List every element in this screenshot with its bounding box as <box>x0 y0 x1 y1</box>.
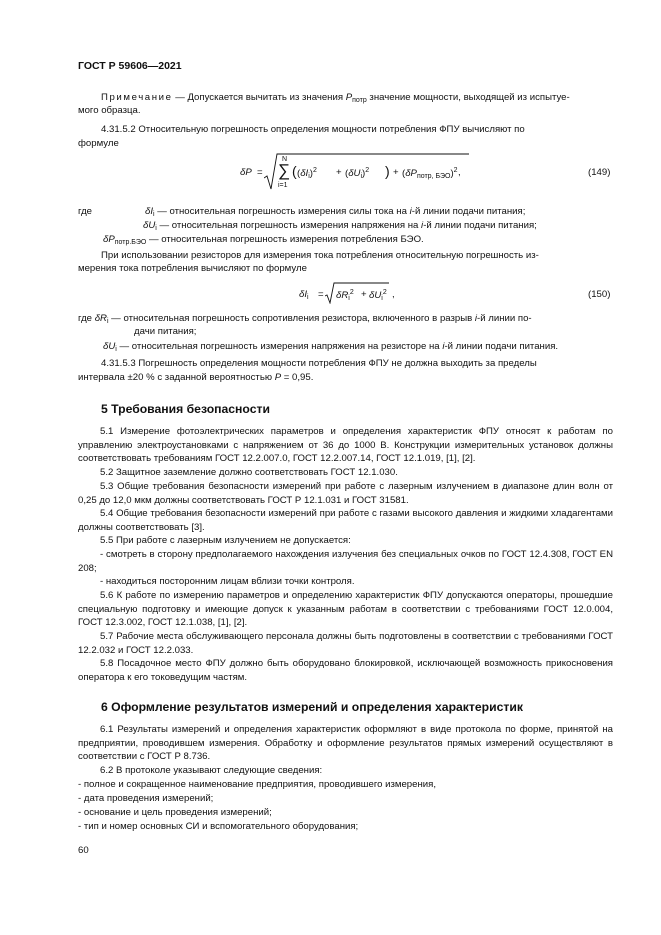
para-5-1: 5.1 Измерение фотоэлектрических параметров и определения характеристик ФПУ относят к работам по управлению электроустановками с напряжением от 36 до 1000 В. Конструкции измерительных установок должны соответствовать требованиям ГОСТ 12.2.007.0, ГОСТ 12.2.007.14, ГОСТ 12.1.019, [1], [2]. <box>78 426 613 465</box>
where1-current: $\delta I_i$ — относительная погрешность измерения силы тока на i-й линии подачи питания; <box>145 206 526 218</box>
para-resistor-line-1: При использовании резисторов для измерения тока потребления относительную погрешность из- <box>101 250 539 261</box>
para-5-8: 5.8 Посадочное место ФПУ должно быть оборудовано блокировкой, исключающей возможность прикосновения оператора к его токоведущим частям. <box>78 658 613 683</box>
note-line-2: мого образца. <box>78 105 141 116</box>
para-4-31-5-3-line-1: 4.31.5.3 Погрешность определения мощности потребления ФПУ не должна выходить за пределы <box>101 358 537 369</box>
para-5-7: 5.7 Рабочие места обслуживающего персонала должны быть подготовлены в соответствии с требованиями ГОСТ 12.2.032 и ГОСТ 12.2.033. <box>78 631 613 656</box>
page-number: 60 <box>78 845 89 856</box>
where2-resistor: где $\delta R_i$ — относительная погрешность сопротивления резистора, включенного в разрыв i-й линии по- <box>78 313 532 325</box>
para-5-5-item-1: - смотреть в сторону предполагаемого нахождения излучения без специальных очков по ГОСТ 12.4.308, ГОСТ EN 208; <box>78 549 613 574</box>
where-label-1: где <box>78 206 93 217</box>
para-6-2-item-2: - дата проведения измерений; <box>78 793 214 804</box>
para-6-2-item-3: - основание и цель проведения измерений; <box>78 807 272 818</box>
where1-voltage: $\delta U_i$ — относительная погрешность измерения напряжения на i-й линии подачи питания; <box>143 220 537 232</box>
equation-number-150: (150) <box>588 289 611 300</box>
para-5-4: 5.4 Общие требования безопасности измерений при работе с газами высокого давления и жидкими хладагентами должны соответствовать [3]. <box>78 508 613 533</box>
para-6-2-item-4: - тип и номер основных СИ и вспомогательного оборудования; <box>78 821 359 832</box>
note-label: Примечание <box>101 92 173 103</box>
formula-149: δP = N ∑ i=1 ( $(\delta I_i)^2$ + $(\delta U_i)^2$ ) + $(\delta P_{потр, БЭО})^2$ , <box>240 152 470 194</box>
where2-resistor-line-2: дачи питания; <box>134 326 197 337</box>
para-5-6: 5.6 К работе по измерению параметров и определению характеристик ФПУ допускаются операторы, прошедшие специальную подготовку и имеющие допуск к указанным работам в соответствии с требованиями ГОСТ 12.0.004, ГОСТ 12.3.002, ГОСТ 12.1.038, [1], [2]. <box>78 590 613 629</box>
section-6-heading: 6 Оформление результатов измерений и определения характеристик <box>101 700 523 714</box>
para-5-5: 5.5 При работе с лазерным излучением не допускается: <box>100 535 351 546</box>
where2-voltage: $\delta U_i$ — относительная погрешность измерения напряжения на резисторе на i-й линии подачи питания. <box>103 341 559 353</box>
para-5-5-item-2: - находиться посторонним лицам вблизи точки контроля. <box>100 576 355 587</box>
para-6-2-item-1: - полное и сокращенное наименование предприятия, проводившего измерения, <box>78 779 436 790</box>
section-5-heading: 5 Требования безопасности <box>101 402 270 416</box>
equation-number-149: (149) <box>588 167 611 178</box>
para-5-2: 5.2 Защитное заземление должно соответствовать ГОСТ 12.1.030. <box>100 467 398 478</box>
para-4-31-5-2-line-1: 4.31.5.2 Относительную погрешность определения мощности потребления ФПУ вычисляют по <box>101 124 525 135</box>
sum-symbol: ∑ <box>278 161 291 180</box>
para-6-1: 6.1 Результаты измерений и определения характеристик оформляют в виде протокола по форме, принятой на предприятии, проводившем измерения. Обработку и оформление результатов прямых измерений осуществляют в соответствии с ГОСТ Р 8.736. <box>78 724 613 763</box>
para-4-31-5-2-line-2: формуле <box>78 138 119 149</box>
para-4-31-5-3-line-2: интервала ±20 % с заданной вероятностью P = 0,95. <box>78 372 314 383</box>
para-6-2: 6.2 В протоколе указывают следующие сведения: <box>100 765 323 776</box>
formula-150: $\delta I_i$ = $\delta R_i^2$ + $\delta U_i^2$ , <box>299 282 409 304</box>
note-line-1: Примечание — Допускается вычитать из значения $P_{потр}$ значение мощности, выходящей из испытуе- <box>101 92 570 104</box>
para-resistor-line-2: мерения тока потребления вычисляют по формуле <box>78 263 307 274</box>
document-header: ГОСТ Р 59606—2021 <box>78 60 182 72</box>
para-5-3: 5.3 Общие требования безопасности измерений при работе с лазерным излучением в диапазоне длин волн от 0,25 до 12,0 мкм должны соответствовать ГОСТ Р 12.1.031 и ГОСТ 31581. <box>78 481 613 506</box>
where1-power: $\delta P_{потр.БЭО}$ — относительная погрешность измерения потребления БЭО. <box>103 234 424 246</box>
